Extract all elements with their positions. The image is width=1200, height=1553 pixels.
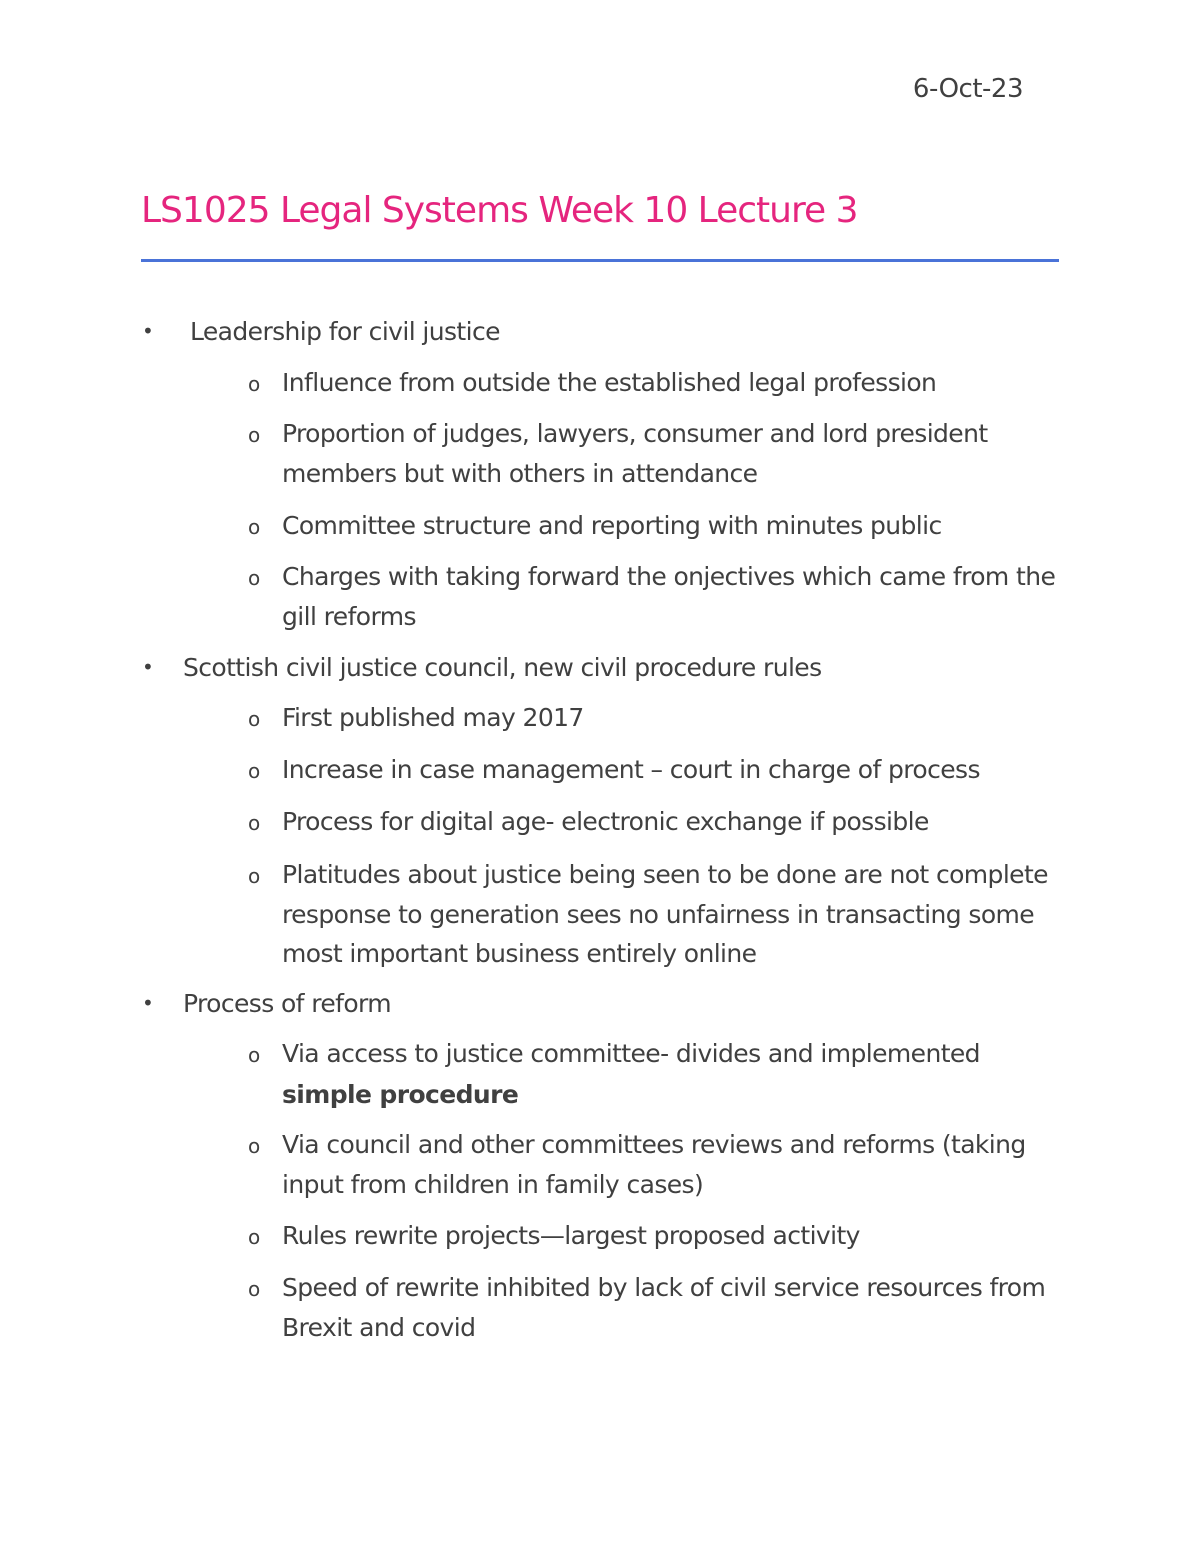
list-item-line: Platitudes about justice being seen to be done are not complete [282, 860, 1048, 889]
document-date: 6-Oct-23 [912, 74, 1023, 104]
list-item-line: input from children in family cases) [282, 1170, 704, 1199]
subbullet-marker: o [248, 423, 261, 447]
list-item-line: First published may 2017 [282, 703, 584, 732]
list-item-line-bold [282, 1080, 518, 1110]
list-item-line: Rules rewrite projects—largest proposed activity [282, 1221, 860, 1250]
subbullet-marker: o [248, 1043, 261, 1067]
list-item-line: most important business entirely online [282, 939, 757, 968]
list-item-line: Committee structure and reporting with minutes public [282, 511, 942, 540]
list-item-line: Influence from outside the established legal profession [282, 368, 937, 397]
list-item-line: members but with others in attendance [282, 459, 758, 488]
section-heading: Scottish civil justice council, new civil procedure rules [183, 653, 822, 682]
title-underline [141, 259, 1059, 262]
subbullet-marker: o [248, 372, 261, 396]
bullet-marker: • [142, 991, 154, 1015]
list-item-line: Process for digital age- electronic exchange if possible [282, 807, 929, 836]
subbullet-marker: o [248, 566, 261, 590]
document-title: LS1025 Legal Systems Week 10 Lecture 3 [141, 190, 858, 231]
section-heading: Process of reform [183, 989, 392, 1018]
subbullet-marker: o [248, 1277, 261, 1301]
list-item-line: response to generation sees no unfairness in transacting some [282, 900, 1035, 929]
list-item-line: Speed of rewrite inhibited by lack of civil service resources from [282, 1273, 1046, 1302]
bullet-marker: • [142, 655, 154, 679]
list-item-line: Increase in case management – court in charge of process [282, 755, 980, 784]
bold-term: simple procedure [282, 1080, 519, 1109]
subbullet-marker: o [248, 707, 261, 731]
subbullet-marker: o [248, 1134, 261, 1158]
list-item-line: Proportion of judges, lawyers, consumer and lord president [282, 419, 988, 448]
subbullet-marker: o [248, 515, 261, 539]
list-item-line: Brexit and covid [282, 1313, 476, 1342]
subbullet-marker: o [248, 864, 261, 888]
list-item-line: gill reforms [282, 602, 416, 631]
subbullet-marker: o [248, 811, 261, 835]
subbullet-marker: o [248, 759, 261, 783]
list-item-line: Charges with taking forward the onjectives which came from the [282, 562, 1056, 591]
section-heading: Leadership for civil justice [190, 317, 500, 346]
bullet-marker: • [142, 319, 154, 343]
list-item-line: Via access to justice committee- divides and implemented [282, 1039, 980, 1068]
subbullet-marker: o [248, 1225, 261, 1249]
list-item-line: Via council and other committees reviews and reforms (taking [282, 1130, 1026, 1159]
